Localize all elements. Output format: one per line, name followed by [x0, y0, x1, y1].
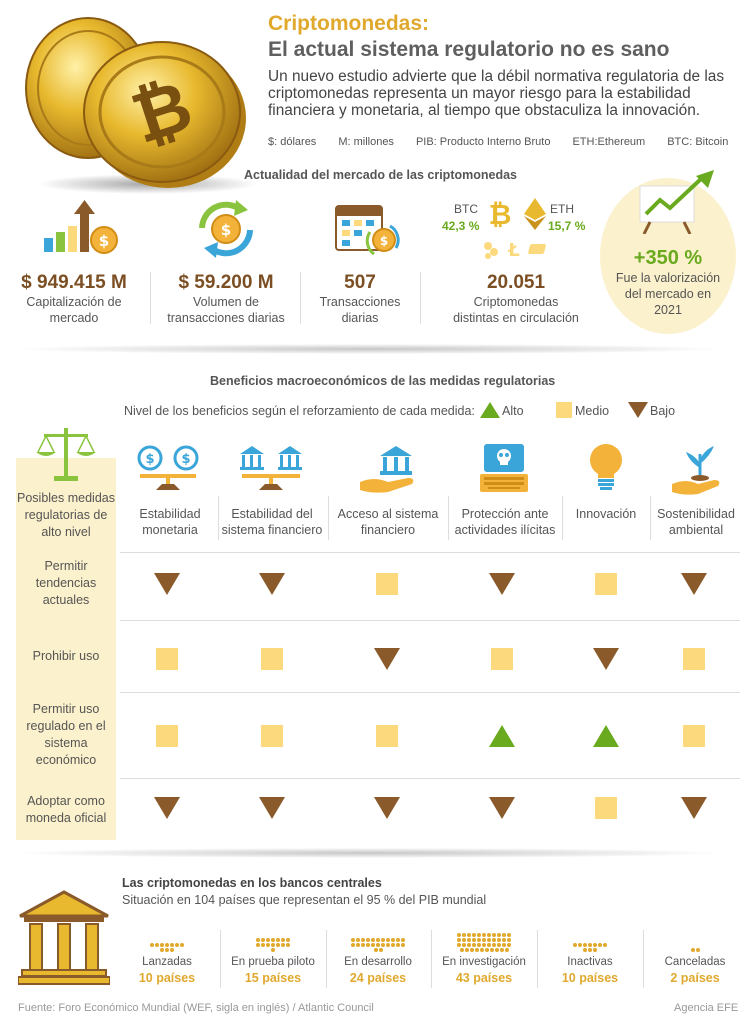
plant-hand-icon: [670, 444, 722, 496]
benefit-level-bajo: [259, 797, 285, 819]
bank-status-label: Inactivas: [567, 956, 613, 968]
country-dot: [391, 943, 395, 947]
col-header-line: ambiental: [668, 523, 724, 537]
eth-share: 15,7 %: [548, 219, 586, 233]
row-label-allow-trends: [16, 558, 116, 609]
country-dot: [492, 938, 496, 942]
country-dot: [573, 943, 577, 947]
bank-status-label: En desarrollo: [344, 956, 412, 968]
country-dot: [578, 943, 582, 947]
country-dot: [351, 943, 355, 947]
benefit-level-bajo: [593, 648, 619, 670]
country-dot: [487, 943, 491, 947]
row-separator: [120, 552, 740, 553]
row-label-line: Adoptar como: [27, 794, 105, 808]
bank-status-label: Lanzadas: [142, 956, 192, 968]
bank-status-count: 43 países: [455, 971, 513, 985]
row-label-line: Prohibir uso: [32, 649, 100, 663]
bank-status-count: 24 países: [349, 971, 407, 985]
country-dot: [356, 943, 360, 947]
country-dot: [165, 943, 169, 947]
row-label-line: regulado en el: [26, 719, 106, 733]
legend-item: ETH:Ethereum: [572, 136, 646, 148]
col-header-illicit-protection: [450, 506, 560, 538]
country-dot: [696, 948, 700, 952]
country-dot: [465, 948, 469, 952]
benefit-level-bajo: [154, 573, 180, 595]
col-header-line: Sostenibilidad: [657, 507, 735, 521]
country-dot: [271, 948, 275, 952]
svg-text:$: $: [379, 234, 389, 248]
country-dot: [150, 943, 154, 947]
bank-status-item: [330, 926, 426, 985]
col-header-line: Acceso al sistema: [337, 507, 439, 521]
country-dot: [487, 933, 491, 937]
country-dot: [371, 943, 375, 947]
country-dot: [482, 943, 486, 947]
legend-low-symbol: [628, 402, 648, 418]
country-dot: [276, 943, 280, 947]
bank-status-count: 15 países: [244, 971, 302, 985]
stat-value: 20.051: [486, 272, 546, 293]
col-header-line: Estabilidad: [139, 507, 201, 521]
growth-stat: [602, 247, 734, 318]
svg-text:$: $: [181, 452, 191, 467]
svg-text:₿: ₿: [488, 198, 512, 230]
calendar-icon: [334, 202, 402, 258]
stat-value: $ 949.415 M: [21, 272, 127, 293]
section-divider: [20, 848, 720, 858]
country-dot: [502, 933, 506, 937]
benefit-level-bajo: [489, 573, 515, 595]
country-dot: [386, 938, 390, 942]
bank-hand-icon: [358, 444, 418, 496]
justice-scale-icon: [34, 426, 98, 482]
page-subtitle: El actual sistema regulatorio no es sano: [268, 38, 670, 61]
bank-status-item: [542, 926, 638, 985]
benefit-level-bajo: [154, 797, 180, 819]
country-dots: [351, 926, 406, 952]
country-dot: [170, 943, 174, 947]
country-dot: [487, 938, 491, 942]
country-dot: [396, 943, 400, 947]
country-dot: [457, 943, 461, 947]
benefit-level-bajo: [374, 648, 400, 670]
country-dot: [386, 943, 390, 947]
dollar-scale-icon: [136, 444, 200, 496]
benefit-level-medio: [683, 648, 705, 670]
country-dot: [475, 948, 479, 952]
country-dot: [492, 933, 496, 937]
divider: [326, 930, 327, 988]
legend-item: PIB: Producto Interno Bruto: [415, 136, 551, 148]
stat-label: Volumen de: [192, 295, 260, 309]
country-dot: [256, 938, 260, 942]
row-label-line: Permitir: [44, 559, 88, 573]
col-header-line: monetaria: [142, 523, 198, 537]
legend-high-symbol: [480, 402, 500, 418]
row-header-label: [16, 490, 116, 541]
page-title: Criptomonedas:: [268, 12, 430, 35]
benefit-level-medio: [156, 725, 178, 747]
country-dot: [593, 948, 597, 952]
bank-status-item: [430, 926, 538, 985]
country-dot: [603, 943, 607, 947]
benefit-level-alto: [489, 725, 515, 747]
bank-status-item: [223, 926, 323, 985]
divider: [420, 272, 421, 324]
stat-label: transacciones diarias: [167, 311, 285, 325]
benefit-level-bajo: [374, 797, 400, 819]
svg-text:₿: ₿: [122, 64, 202, 160]
country-dot: [477, 938, 481, 942]
row-separator: [120, 692, 740, 693]
row-label-official-currency: [16, 793, 116, 827]
legend-low-label: Bajo: [650, 404, 676, 418]
country-dot: [366, 943, 370, 947]
benefit-level-medio: [376, 725, 398, 747]
country-dot: [281, 943, 285, 947]
country-dot: [482, 933, 486, 937]
abbreviation-legend: [268, 136, 728, 148]
growth-board-icon: [636, 168, 720, 234]
altcoins-icon: [480, 238, 552, 260]
benefit-level-medio: [491, 648, 513, 670]
growth-label: Fue la valorización: [615, 271, 721, 285]
divider: [328, 496, 329, 540]
country-dot: [381, 938, 385, 942]
country-dot: [598, 943, 602, 947]
divider: [150, 272, 151, 324]
benefits-legend-text: Nivel de los beneficios según el reforzamiento de cada medida:: [124, 404, 475, 418]
divider: [218, 496, 219, 540]
country-dot: [470, 948, 474, 952]
stat-label: diarias: [341, 311, 379, 325]
col-header-line: actividades ilícitas: [454, 523, 556, 537]
bank-scale-icon: [238, 444, 304, 496]
row-header-line: regulatorias de: [24, 508, 108, 522]
benefit-level-medio: [683, 725, 705, 747]
banks-title: Las criptomonedas en los bancos centrales: [122, 876, 382, 890]
col-header-line: Estabilidad del: [231, 507, 313, 521]
growth-value: +350 %: [633, 247, 703, 269]
country-dots: [457, 926, 512, 952]
ethereum-icon: [524, 198, 546, 230]
row-label-prohibit-use: [16, 648, 116, 665]
country-dot: [472, 943, 476, 947]
row-label-line: económico: [35, 753, 97, 767]
legend-mid-symbol: [556, 402, 572, 418]
country-dot: [361, 943, 365, 947]
divider: [300, 272, 301, 324]
country-dot: [462, 933, 466, 937]
row-label-line: actuales: [42, 593, 90, 607]
divider: [537, 930, 538, 988]
country-dot: [462, 943, 466, 947]
benefit-level-medio: [261, 725, 283, 747]
country-dots: [678, 926, 713, 952]
stat-label: Transacciones: [319, 295, 401, 309]
bank-status-label: En investigación: [442, 956, 526, 968]
country-dot: [480, 948, 484, 952]
central-bank-icon: [18, 890, 110, 986]
country-dots: [573, 926, 608, 952]
country-dot: [588, 943, 592, 947]
col-header-line: sistema financiero: [221, 523, 323, 537]
country-dot: [271, 943, 275, 947]
bank-status-label: Canceladas: [664, 956, 726, 968]
country-dot: [266, 938, 270, 942]
country-dot: [500, 948, 504, 952]
country-dot: [497, 933, 501, 937]
country-dot: [391, 938, 395, 942]
bitcoin-coins-illustration: [18, 8, 258, 194]
market-section-title: Actualidad del mercado de las criptomonedas: [244, 168, 517, 182]
country-dot: [401, 943, 405, 947]
country-dot: [261, 943, 265, 947]
bank-status-count: 10 países: [561, 971, 619, 985]
country-dot: [477, 933, 481, 937]
benefit-level-bajo: [681, 797, 707, 819]
stat-label: distintas en circulación: [453, 311, 579, 325]
row-label-line: tendencias: [35, 576, 97, 590]
country-dot: [482, 938, 486, 942]
country-dot: [472, 938, 476, 942]
country-dot: [492, 943, 496, 947]
country-dot: [495, 948, 499, 952]
country-dot: [502, 943, 506, 947]
benefits-section-title: Beneficios macroeconómicos de las medidas regulatorias: [210, 374, 556, 388]
svg-text:$: $: [145, 452, 155, 467]
col-header-financial-access: [330, 506, 446, 538]
country-dot: [170, 948, 174, 952]
country-dot: [583, 943, 587, 947]
country-dot: [467, 943, 471, 947]
country-dot: [155, 943, 159, 947]
bank-status-count: 2 países: [670, 971, 720, 985]
stat-value: 507: [344, 272, 376, 293]
legend-item: BTC: Bitcoin: [667, 136, 729, 148]
row-label-line: sistema: [44, 736, 88, 750]
country-dot: [460, 948, 464, 952]
country-dot: [396, 938, 400, 942]
country-dot: [366, 938, 370, 942]
row-header-line: Posibles medidas: [17, 491, 115, 505]
svg-text:Ł: Ł: [508, 240, 520, 260]
eth-label: ETH: [550, 202, 574, 216]
country-dot: [286, 943, 290, 947]
legend-item: $: dólares: [268, 136, 317, 148]
col-header-line: financiero: [360, 523, 416, 537]
country-dot: [502, 938, 506, 942]
col-header-environment: [648, 506, 744, 538]
lightbulb-icon: [586, 442, 626, 494]
country-dot: [507, 943, 511, 947]
legend-high-label: Alto: [502, 404, 524, 418]
country-dot: [180, 943, 184, 947]
benefit-level-alto: [593, 725, 619, 747]
country-dot: [583, 948, 587, 952]
benefit-level-medio: [376, 573, 398, 595]
stat-label: Capitalización de: [26, 295, 122, 309]
stat-daily-volume: [156, 272, 296, 326]
growth-label: 2021: [654, 303, 682, 317]
row-separator: [120, 620, 740, 621]
btc-label: BTC: [454, 202, 478, 216]
country-dot: [593, 943, 597, 947]
col-header-line: Innovación: [575, 507, 637, 521]
country-dot: [376, 938, 380, 942]
country-dot: [381, 943, 385, 947]
skull-laptop-icon: [478, 442, 530, 496]
country-dot: [374, 948, 378, 952]
country-dot: [505, 948, 509, 952]
agency-credit: Agencia EFE: [674, 1002, 739, 1014]
country-dot: [490, 948, 494, 952]
bank-status-item: [647, 926, 743, 985]
country-dot: [281, 938, 285, 942]
country-dot: [175, 943, 179, 947]
row-label-line: Permitir uso: [32, 702, 100, 716]
row-label-line: moneda oficial: [25, 811, 107, 825]
legend-mid-label: Medio: [575, 404, 610, 418]
country-dot: [276, 938, 280, 942]
bank-status-item: [119, 926, 215, 985]
benefit-level-bajo: [259, 573, 285, 595]
svg-text:$: $: [220, 221, 232, 239]
country-dot: [356, 938, 360, 942]
stat-value: $ 59.200 M: [178, 272, 274, 293]
country-dot: [286, 938, 290, 942]
country-dot: [467, 938, 471, 942]
country-dot: [261, 938, 265, 942]
stat-cryptocurrencies: [428, 272, 604, 326]
benefit-level-medio: [595, 797, 617, 819]
country-dot: [457, 933, 461, 937]
btc-share: 42,3 %: [442, 219, 480, 233]
banks-subtitle: Situación en 104 países que representan el 95 % del PIB mundial: [122, 893, 487, 907]
bank-status-count: 10 países: [138, 971, 196, 985]
country-dot: [485, 948, 489, 952]
stat-label: mercado: [49, 311, 99, 325]
country-dot: [379, 948, 383, 952]
country-dot: [467, 933, 471, 937]
divider: [643, 930, 644, 988]
col-header-innovation: [562, 506, 650, 522]
country-dot: [472, 933, 476, 937]
country-dot: [462, 938, 466, 942]
country-dot: [691, 948, 695, 952]
country-dot: [497, 943, 501, 947]
col-header-monetary-stability: [122, 506, 218, 538]
row-header-line: alto nivel: [41, 525, 91, 539]
country-dots: [256, 926, 291, 952]
exchange-icon: [192, 198, 262, 260]
stat-label: Criptomonedas: [473, 295, 559, 309]
benefit-level-medio: [595, 573, 617, 595]
source-note: Fuente: Foro Económico Mundial (WEF, sigla en inglés) / Atlantic Council: [18, 1002, 374, 1014]
country-dot: [271, 938, 275, 942]
country-dot: [477, 943, 481, 947]
country-dot: [457, 938, 461, 942]
benefit-level-medio: [261, 648, 283, 670]
benefit-level-bajo: [489, 797, 515, 819]
country-dots: [150, 926, 185, 952]
col-header-line: Protección ante: [461, 507, 549, 521]
country-dot: [165, 948, 169, 952]
growth-chart-icon: [44, 200, 120, 258]
col-header-financial-stability: [220, 506, 324, 538]
svg-text:$: $: [98, 232, 110, 250]
growth-label: del mercado en: [624, 287, 712, 301]
benefit-level-bajo: [681, 573, 707, 595]
benefit-level-medio: [156, 648, 178, 670]
row-separator: [120, 778, 740, 779]
legend-item: M: millones: [338, 136, 394, 148]
country-dot: [361, 938, 365, 942]
divider: [220, 930, 221, 988]
country-dot: [160, 943, 164, 947]
country-dot: [160, 948, 164, 952]
country-dot: [507, 933, 511, 937]
bank-status-label: En prueba piloto: [231, 956, 315, 968]
country-dot: [507, 938, 511, 942]
intro-text: Un nuevo estudio advierte que la débil normativa regulatoria de las criptomonedas representa un mayor riesgo para la estabilidad financiera y monetaria, al tiempo que obstaculiza la innovación.: [268, 68, 725, 119]
section-divider: [20, 344, 720, 354]
stat-market-cap: [14, 272, 134, 326]
country-dot: [401, 938, 405, 942]
country-dot: [497, 938, 501, 942]
row-label-regulated-use: [16, 701, 116, 769]
stat-daily-transactions: [304, 272, 416, 326]
divider: [448, 496, 449, 540]
country-dot: [266, 943, 270, 947]
country-dot: [256, 943, 260, 947]
country-dot: [371, 938, 375, 942]
country-dot: [588, 948, 592, 952]
bitcoin-icon: [486, 198, 514, 230]
country-dot: [376, 943, 380, 947]
country-dot: [351, 938, 355, 942]
